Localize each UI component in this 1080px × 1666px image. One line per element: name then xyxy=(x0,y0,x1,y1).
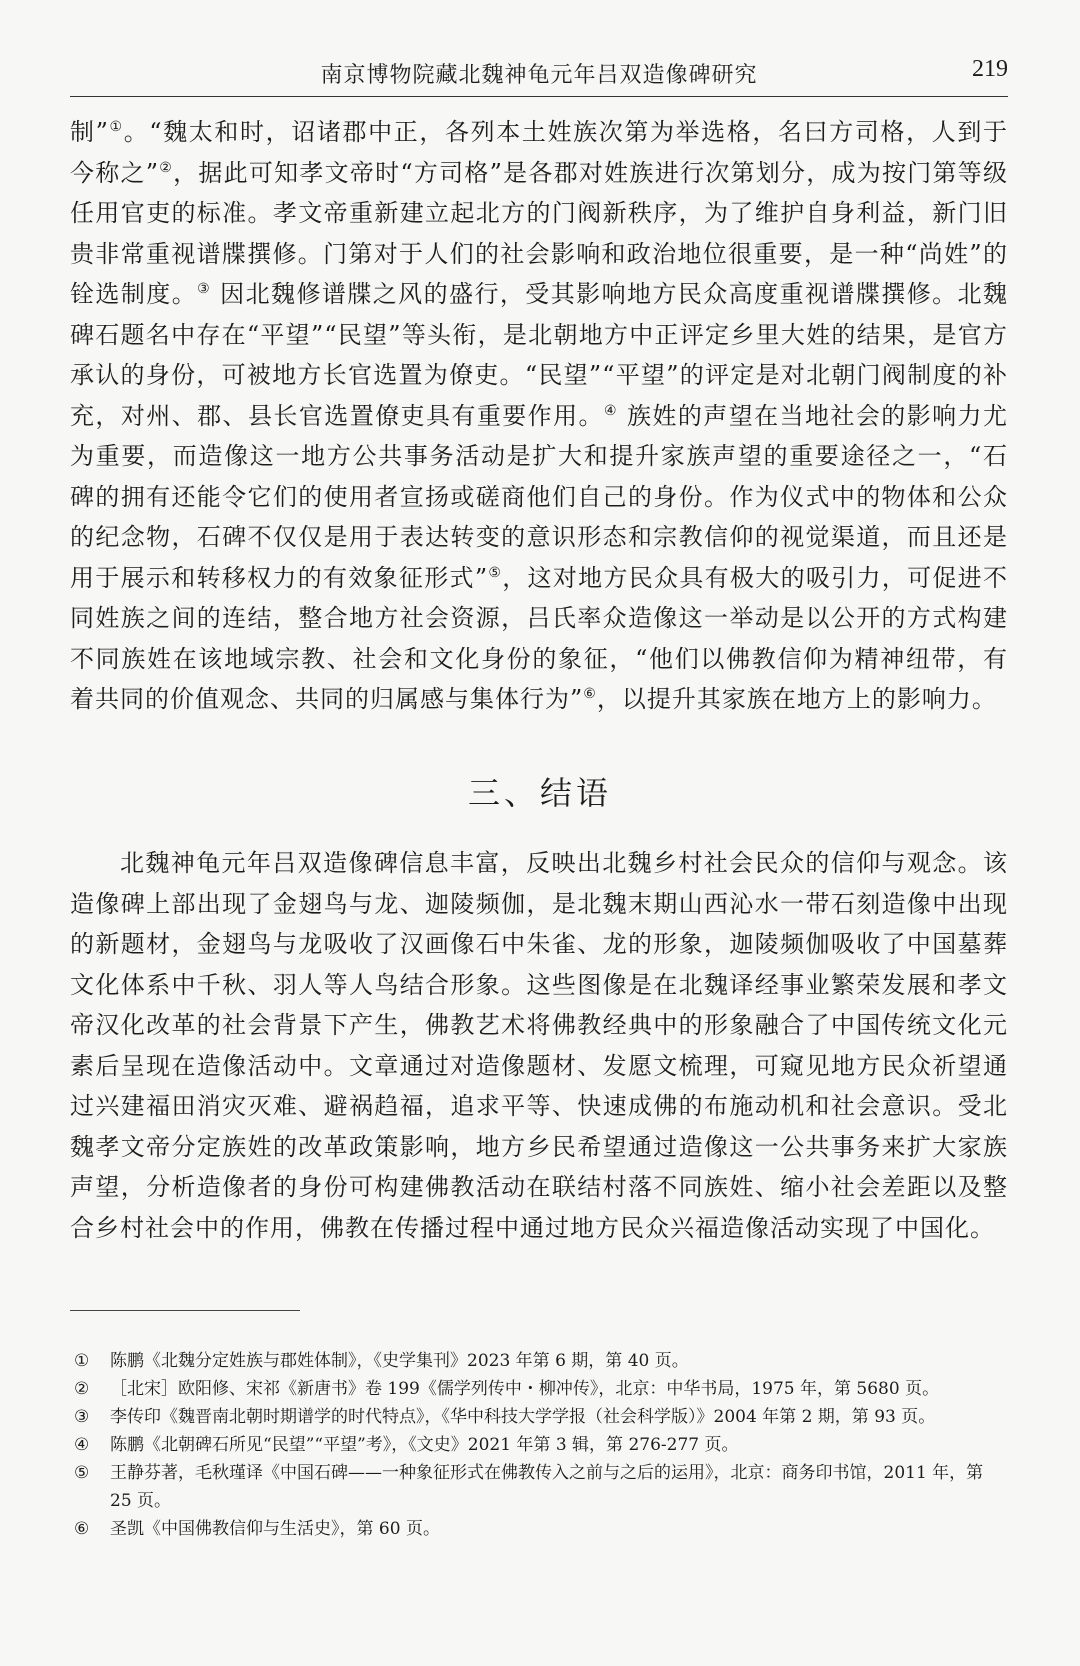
text-run: 制” xyxy=(70,118,109,146)
footnote-ref-1[interactable]: ① xyxy=(108,119,124,135)
footnote-item xyxy=(70,1347,1008,1375)
running-title: 南京博物院藏北魏神龟元年吕双造像碑研究 xyxy=(320,63,758,88)
footnote-ref-2[interactable]: ② xyxy=(159,159,174,176)
page-header xyxy=(70,52,1008,97)
footnote-mark: ④ xyxy=(74,1435,90,1455)
footnote-ref-4[interactable]: ④ xyxy=(603,402,618,419)
text-run: 因北魏修谱牒之风的盛行，受其影响地方民众高度重视谱牒撰修。北魏碑石题名中存在“平望”“民望”等头衔，是北朝地方中正评定乡里大姓的结果，是官方承认的身份，可被地方长官选置为僚吏。“民望”“平望”的评定是对北朝门阀制度的补充，对州、郡、县长官选置僚吏具有重要作用。 xyxy=(70,280,1008,430)
text-run: 族姓的声望在当地社会的影响力尤为重要，而造像这一地方公共事务活动是扩大和提升家族声望的重要途径之一，“石碑的拥有还能令它们的使用者宣扬或磋商他们自己的身份。作为仪式中的物体和公众的纪念物，石碑不仅仅是用于表达转变的意识形态和宗教信仰的视觉渠道，而且还是用于展示和转移权力的有效象征形式” xyxy=(70,401,1008,592)
footnote-mark: ⑥ xyxy=(74,1519,90,1539)
footnote-text: 圣凯《中国佛教信仰与生活史》，第 60 页。 xyxy=(110,1519,440,1539)
footnote-item xyxy=(70,1375,1008,1403)
footnote-item xyxy=(70,1459,1008,1515)
footnote-mark: ⑤ xyxy=(74,1463,90,1483)
page-number: 219 xyxy=(972,56,1008,82)
section-heading: 三、结语 xyxy=(467,774,612,812)
footnote-text: ［北宋］欧阳修、宋祁《新唐书》卷 199《儒学列传中・柳冲传》，北京：中华书局，1975 年，第 5680 页。 xyxy=(110,1379,940,1399)
footnote-text: 陈鹏《北魏分定姓族与郡姓体制》，《史学集刊》2023 年第 6 期，第 40 页。 xyxy=(110,1351,689,1371)
footnote-ref-5[interactable]: ⑤ xyxy=(488,564,503,581)
body-paragraph xyxy=(70,112,1008,720)
footnote-mark: ① xyxy=(74,1351,90,1371)
footnote-item xyxy=(70,1515,1008,1543)
footnote-ref-3[interactable]: ③ xyxy=(197,281,212,297)
text-run: ，据此可知孝文帝时“方司格”是各郡对姓族进行次第划分，成为按门第等级任用官吏的标准。孝文帝重新建立起北方的门阀新秩序，为了维护自身利益，新门旧贵非常重视谱牒撰修。门第对于人们的社会影响和政治地位很重要，是一种“尚姓”的铨选制度。 xyxy=(70,158,1008,308)
footnote-mark: ② xyxy=(74,1379,90,1399)
footnote-item xyxy=(70,1403,1008,1431)
conclusion-paragraph: 北魏神龟元年吕双造像碑信息丰富，反映出北魏乡村社会民众的信仰与观念。该造像碑上部出现了金翅鸟与龙、迦陵频伽，是北魏末期山西沁水一带石刻造像中出现的新题材，金翅鸟与龙吸收了汉画像石中朱雀、龙的形象，迦陵频伽吸收了中国墓葬文化体系中千秋、羽人等人鸟结合形象。这些图像是在北魏译经事业繁荣发展和孝文帝汉化改革的社会背景下产生，佛教艺术将佛教经典中的形象融合了中国传统文化元素后呈现在造像活动中。文章通过对造像题材、发愿文梳理，可窥见地方民众祈望通过兴建福田消灾灭难、避祸趋福，追求平等、快速成佛的布施动机和社会意识。受北魏孝文帝分定族姓的改革政策影响，地方乡民希望通过造像这一公共事务来扩大家族声望，分析造像者的身份可构建佛教活动在联结村落不同族姓、缩小社会差距以及整合乡村社会中的作用，佛教在传播过程中通过地方民众兴福造像活动实现了中国化。 xyxy=(70,849,1008,1242)
conclusion-block xyxy=(70,843,1008,1248)
footnote-item xyxy=(70,1431,1008,1459)
footnote-mark: ③ xyxy=(74,1407,90,1427)
footnote-text: 陈鹏《北朝碑石所见“民望”“平望”考》，《文史》2021 年第 3 辑，第 276-277 页。 xyxy=(110,1435,739,1455)
text-run: 。“魏太和时，诏诸郡中正，各列本土姓族次第为举选格，名曰方司格，人到于今称之” xyxy=(70,118,1008,187)
footnote-list xyxy=(70,1347,1008,1543)
text-run: ，以提升其家族在地方上的影响力。 xyxy=(596,685,997,713)
footnote-divider xyxy=(70,1310,300,1311)
footnote-text: 王静芬著，毛秋瑾译《中国石碑——一种象征形式在佛教传入之前与之后的运用》，北京：商务印书馆，2011 年，第 25 页。 xyxy=(110,1463,984,1511)
text-run: ，这对地方民众具有极大的吸引力，可促进不同姓族之间的连结，整合地方社会资源，吕氏率众造像这一举动是以公开的方式构建不同族姓在该地域宗教、社会和文化身份的象征，“他们以佛教信仰为精神纽带，有着共同的价值观念、共同的归属感与集体行为” xyxy=(70,563,1008,713)
footnote-ref-6[interactable]: ⑥ xyxy=(583,686,597,702)
main-text-block xyxy=(70,112,1008,720)
footnote-text: 李传印《魏晋南北朝时期谱学的时代特点》，《华中科技大学学报（社会科学版）》2004 年第 2 期，第 93 页。 xyxy=(110,1407,936,1427)
